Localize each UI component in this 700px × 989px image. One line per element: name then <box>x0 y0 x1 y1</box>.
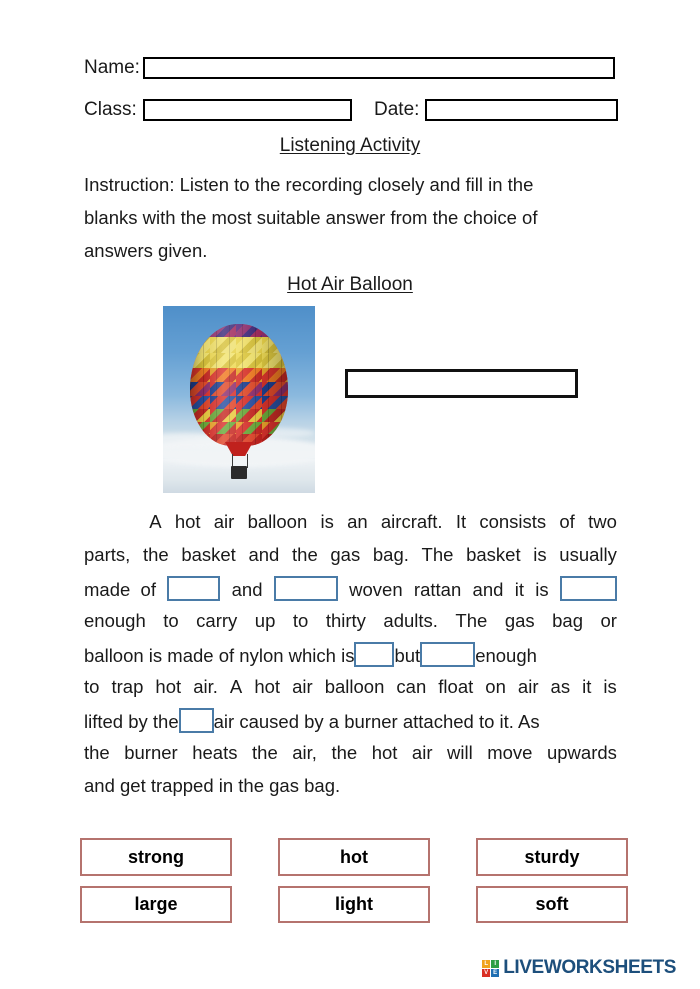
word: The <box>421 544 454 565</box>
cloze-blank-6[interactable] <box>179 708 214 733</box>
word: air. <box>193 676 218 697</box>
word: rattan <box>413 579 462 600</box>
word: is <box>535 579 549 600</box>
word: It <box>455 511 467 532</box>
word-option-sturdy[interactable]: sturdy <box>476 838 628 876</box>
word: balloon <box>324 676 385 697</box>
word-bank <box>80 838 628 933</box>
paragraph-line <box>84 604 617 637</box>
word: air <box>292 676 313 697</box>
image-answer-input[interactable] <box>345 369 578 398</box>
paragraph-line <box>84 637 617 670</box>
activity-title: Listening Activity <box>279 135 421 156</box>
name-field-row <box>84 57 615 79</box>
instruction-line-3: answers given. <box>84 240 208 261</box>
word: gas <box>504 610 535 631</box>
word: bag <box>552 610 584 631</box>
word: an <box>347 511 368 532</box>
word: thirty <box>325 610 366 631</box>
word: air <box>411 742 433 763</box>
word: The <box>455 610 488 631</box>
word: float <box>438 676 474 697</box>
logo-wordmark: LIVEWORKSHEETS <box>503 957 676 978</box>
word: usually <box>559 544 617 565</box>
word: up <box>254 610 276 631</box>
word-bank-row <box>80 886 628 923</box>
word: and <box>231 579 263 600</box>
word: is <box>603 676 617 697</box>
balloon-basket <box>231 466 247 479</box>
word: air <box>517 676 539 697</box>
word: two <box>588 511 617 532</box>
paragraph-line <box>84 769 617 802</box>
logo-tiles-icon <box>482 960 499 977</box>
word: A <box>229 676 243 697</box>
word: enough <box>475 645 537 666</box>
date-label: Date: <box>374 99 420 120</box>
paragraph-line <box>84 538 617 571</box>
word-option-light[interactable]: light <box>278 886 430 923</box>
word: bag. <box>372 544 409 565</box>
word-option-large[interactable]: large <box>80 886 232 923</box>
word: hot <box>371 742 398 763</box>
word: as <box>550 676 571 697</box>
word: the <box>84 742 110 763</box>
instruction-line-1: Instruction: Listen to the recording closely and fill in the <box>84 174 534 195</box>
word: the <box>292 544 318 565</box>
cloze-blank-3[interactable] <box>560 576 617 601</box>
word: will <box>447 742 473 763</box>
word: consists <box>479 511 547 532</box>
balloon-envelope <box>190 324 288 446</box>
class-field-row <box>84 99 352 121</box>
word: woven <box>349 579 403 600</box>
paragraph-line <box>84 505 617 538</box>
word: is <box>533 544 547 565</box>
word: can <box>396 676 427 697</box>
word: air <box>213 511 235 532</box>
word: air, <box>292 742 317 763</box>
word: heats <box>192 742 238 763</box>
word: the <box>252 742 278 763</box>
word: of <box>559 511 575 532</box>
class-input[interactable] <box>143 99 352 121</box>
word-option-hot[interactable]: hot <box>278 838 430 876</box>
instruction-line-2: blanks with the most suitable answer from the choice of <box>84 207 538 228</box>
word: the <box>142 544 169 565</box>
word: parts, <box>84 544 131 565</box>
paragraph-line <box>84 736 617 769</box>
word: it <box>582 676 592 697</box>
word: hot <box>155 676 182 697</box>
cloze-blank-4[interactable] <box>354 642 394 667</box>
word: to <box>163 610 179 631</box>
word: made of <box>84 579 156 600</box>
word: hot <box>254 676 281 697</box>
word: aircraft. <box>380 511 443 532</box>
word: or <box>600 610 617 631</box>
word: gas <box>330 544 361 565</box>
word: balloon is made of nylon which is <box>84 645 355 666</box>
date-field-row <box>374 99 618 121</box>
word: air caused by a burner attached to it. As <box>213 711 540 732</box>
paragraph-line <box>84 571 617 604</box>
word: enough <box>84 610 146 631</box>
word: balloon <box>247 511 308 532</box>
word-option-strong[interactable]: strong <box>80 838 232 876</box>
word: A <box>149 511 162 532</box>
word: but <box>394 645 421 666</box>
paragraph-line <box>84 670 617 703</box>
word: the <box>331 742 358 763</box>
instruction-text <box>84 168 617 267</box>
word: carry <box>196 610 238 631</box>
word: and <box>472 579 504 600</box>
liveworksheets-logo[interactable] <box>482 957 676 979</box>
name-input[interactable] <box>143 57 615 79</box>
word: basket <box>466 544 521 565</box>
paragraph-line <box>84 703 617 736</box>
word: trap <box>111 676 144 697</box>
cloze-blank-5[interactable] <box>420 642 475 667</box>
word: burner <box>124 742 178 763</box>
word: is <box>320 511 334 532</box>
word: adults. <box>383 610 438 631</box>
cloze-blank-1[interactable] <box>167 576 220 601</box>
word-option-soft[interactable]: soft <box>476 886 628 923</box>
word: lifted by the <box>84 711 179 732</box>
word: hot <box>174 511 201 532</box>
name-label: Name: <box>84 57 140 78</box>
logo-tile: E <box>493 969 498 976</box>
logo-tile: V <box>484 969 489 976</box>
word: to <box>84 676 100 697</box>
topic-title: Hot Air Balloon <box>287 274 413 295</box>
word: and get trapped in the gas bag. <box>84 775 341 796</box>
word: to <box>292 610 309 631</box>
word: upwards <box>546 742 617 763</box>
cloze-paragraph <box>84 505 617 802</box>
logo-tile: I <box>491 960 499 968</box>
word: and <box>248 544 280 565</box>
word: it <box>514 579 524 600</box>
logo-tile: L <box>482 960 490 968</box>
word-bank-row <box>80 838 628 876</box>
hot-air-balloon-image <box>163 306 315 493</box>
date-input[interactable] <box>425 99 618 121</box>
word: basket <box>181 544 236 565</box>
class-label: Class: <box>84 99 137 120</box>
cloze-blank-2[interactable] <box>274 576 338 601</box>
word: on <box>485 676 506 697</box>
word: move <box>487 742 533 763</box>
